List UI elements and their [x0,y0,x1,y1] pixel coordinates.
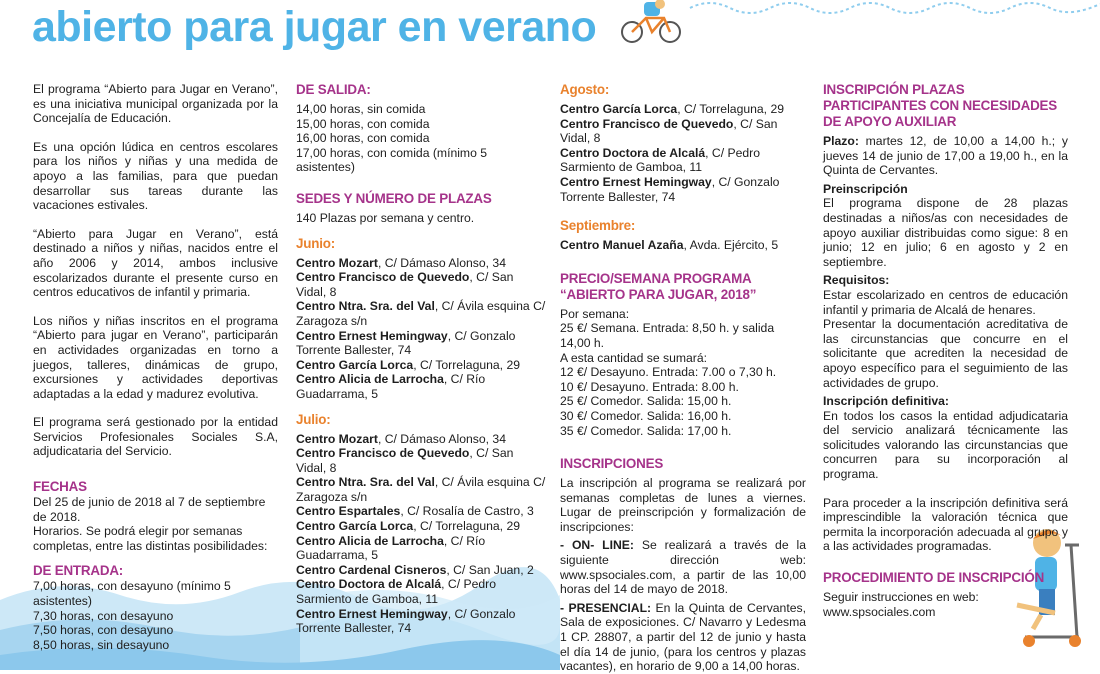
kid-bicycle-illustration [618,0,688,46]
precio-line: 35 €/ Comedor. Salida: 17,00 h. [560,423,732,438]
center-name: Centro García Lorca [560,102,678,116]
center-name: Centro Ernest Hemingway [296,606,448,621]
precio-line: 12 €/ Desayuno. Entrada: 7.00 o 7,30 h. [560,365,777,380]
center-address: , C/ Torrelaguna, 29 [413,357,521,372]
column-meses-precio [560,82,806,674]
julio-heading: Julio: [296,411,331,427]
precio-line: Por semana: [560,306,630,321]
agosto-heading: Agosto: [560,82,610,97]
center-name: Centro Espartales [296,504,401,519]
intro-paragraph: Es una opción lúdica en centros escolares para los niños y niñas y una medida de apoyo a las familias, para que puedan desarrollar sus tareas durante las vacaciones estivales. [33,139,278,213]
center-item [296,475,546,504]
fechas-line: Horarios. Se podrá elegir por semanas completas, entre las distintas posibilidades: [33,524,268,553]
presencial-paragraph [560,601,806,674]
center-address: , C/ Dámaso Alonso, 34 [377,431,506,446]
column-horarios-sedes [296,82,546,636]
precio-list [560,307,806,438]
column-apoyo-auxiliar [823,82,1068,619]
intro-paragraph: El programa será gestionado por la entidad Servicios Profesionales Sociales S.A, adjudicataria del Servicio. [33,415,278,459]
apoyo-heading: INSCRIPCIÓN PLAZAS PARTICIPANTES CON NECESIDADES DE APOYO AUXILIAR [823,82,1058,129]
entrada-option: 7,00 horas, con desayuno (mínimo 5 asistentes) [33,579,231,609]
definitiva-label: Inscripción definitiva: [823,394,949,409]
sedes-heading: SEDES Y NÚMERO DE PLAZAS [296,190,492,206]
plazo-paragraph [823,134,1068,178]
entrada-heading: DE ENTRADA: [33,563,124,579]
center-item [296,299,546,328]
intro-paragraph: Los niños y niñas inscritos en el programa “Abierto para jugar en Verano”, participarán en actividades organizadas en torno a juegos, talleres, dinámicas de grupo, excursiones y actividades deportivas adaptadas a la edad y madurez evolutiva. [33,313,278,401]
center-item [296,607,546,636]
septiembre-heading: Septiembre: [560,218,636,234]
sedes-text: 140 Plazas por semana y centro. [296,210,475,225]
center-name: Centro García Lorca [296,519,414,534]
fechas-line: Del 25 de junio de 2018 al 7 de septiembre de 2018. [33,495,266,524]
center-item [560,102,806,117]
center-address: , C/ Río Guadarrama, 5 [296,533,486,563]
center-item [296,534,546,563]
inscripciones-heading: INSCRIPCIONES [560,456,664,472]
plazo-text: martes 12, de 10,00 a 14,00 h.; y jueves 14 de junio de 17,00 a 19,00 h., en la Quinta de Cervantes. [823,134,1068,178]
center-name: Centro Ntra. Sra. del Val [296,475,435,490]
center-address: , C/ Pedro Sarmiento de Gamboa, 11 [560,145,761,175]
precio-line: 25 €/ Comedor. Salida: 15,00 h. [560,394,732,409]
center-item [296,256,546,271]
center-item [296,563,546,578]
entrada-list [33,579,278,652]
center-address: , C/ San Juan, 2 [446,562,534,577]
online-text: Se realizará a través de la siguiente dirección web: www.spsociales.com, a partir de las 10,00 horas del 14 de mayo de 2018. [560,538,806,597]
inscripciones-text: La inscripción al programa se realizará por semanas completas de lunes a viernes. Lugar de preinscripción y formalización de inscripciones: [560,476,806,534]
online-paragraph [560,538,806,596]
plazo-label: Plazo: [823,134,859,148]
valoracion-text: Para proceder a la inscripción definitiva será imprescindible la valoración técnica que permita la incorporación adecuada al grupo y a las actividades programadas. [823,495,1068,554]
center-item [296,372,546,401]
center-name: Centro Francisco de Quevedo [560,116,734,131]
center-name: Centro Ernest Hemingway [296,328,448,343]
center-item [560,117,806,146]
precio-line: 25 €/ Semana. Entrada: 8,50 h. y salida 14,00 h. [560,321,775,350]
salida-option: 16,00 horas, con comida [296,131,430,146]
center-address: , C/ Rosalía de Castro, 3 [400,504,534,519]
center-address: , C/ Dámaso Alonso, 34 [377,255,506,270]
precio-heading: PRECIO/SEMANA PROGRAMA “ABIERTO PARA JUGAR, 2018” [560,270,757,302]
page-title: abierto para jugar en verano [32,3,597,51]
entrada-option: 7,30 horas, con desayuno [33,608,174,623]
center-name: Centro Francisco de Quevedo [296,446,470,461]
entrada-option: 7,50 horas, con desayuno [33,623,174,638]
center-name: Centro Alicia de Larrocha [296,533,444,548]
junio-heading: Junio: [296,235,335,251]
presencial-text: En la Quinta de Cervantes, Sala de exposiciones. C/ Navarro y Ledesma 1 CP. 28807, a partir del 12 de junio y hasta el día 14 de junio, (para los centros y plazas vacantes), en horario de 9,00 a 14,00 horas. [560,600,806,674]
center-address: , C/ Gonzalo Torrente Ballester, 74 [560,174,780,204]
salida-heading: DE SALIDA: [296,82,371,97]
center-address: , C/ San Vidal, 8 [296,446,514,475]
salida-list [296,102,546,175]
salida-option: 14,00 horas, sin comida [296,102,426,116]
julio-centers-list [296,432,546,636]
online-label: - ON- LINE: [560,538,634,553]
junio-centers-list [296,256,546,402]
center-name: Centro Doctora de Alcalá [296,577,442,592]
center-item [560,146,806,175]
column-intro [33,82,278,652]
center-item [296,446,546,475]
precio-line: A esta cantidad se sumará: [560,350,708,365]
fechas-heading: FECHAS [33,479,87,495]
center-name: Centro Mozart [296,255,378,270]
center-item [296,329,546,358]
fechas-list [33,495,278,553]
center-address: , C/ Ávila esquina C/ Zaragoza s/n [296,475,546,504]
salida-option: 15,00 horas, con comida [296,116,430,131]
procedimiento-text: Seguir instrucciones en web: [823,590,979,605]
requisitos-label: Requisitos: [823,273,890,288]
center-item [296,358,546,373]
center-name: Centro Ntra. Sra. del Val [296,299,435,314]
agosto-centers-list [560,102,806,204]
center-address: , C/ Torrelaguna, 29 [413,519,521,534]
septiembre-centers-list [560,238,806,253]
procedimiento-web: www.spsociales.com [823,604,936,619]
center-address: , Avda. Ejército, 5 [683,238,779,253]
center-name: Centro Ernest Hemingway [560,174,712,189]
center-item [296,270,546,299]
center-item [560,175,806,204]
center-address: , C/ San Vidal, 8 [560,116,778,146]
requisitos-text: Estar escolarizado en centros de educación infantil y primaria de Alcalá de henares. [823,287,1068,317]
center-name: Centro Manuel Azaña [560,238,684,253]
center-address: , C/ Gonzalo Torrente Ballester, 74 [296,606,516,636]
preinscripcion-text: El programa dispone de 28 plazas destinadas a niños/as con necesidades de apoyo auxiliar distribuidas como sigue: 8 en junio; 12 en julio; 6 en agosto y 2 en septiembre. [823,196,1068,269]
center-address: , C/ San Vidal, 8 [296,270,514,299]
requisitos-text: Presentar la documentación acreditativa de las circunstancias que concurre en el solicitante que acrediten la necesidad de apoyo específico para el seguimiento de las actividades de grupo. [823,317,1068,390]
center-item [560,238,806,253]
center-address: , C/ Gonzalo Torrente Ballester, 74 [296,328,516,358]
center-name: Centro Cardenal Cisneros [296,562,447,577]
salida-option: 17,00 horas, con comida (mínimo 5 asistentes) [296,145,488,175]
intro-paragraph: “Abierto para Jugar en Verano”, está destinado a niños y niñas, nacidos entre el año 2006 y 2014, ambos inclusive escolarizados durante el presente curso en centros educativos de infantil y primaria. [33,226,278,300]
center-address: , C/ Pedro Sarmiento de Gamboa, 11 [296,577,497,607]
center-name: Centro García Lorca [296,357,414,372]
center-address: , C/ Río Guadarrama, 5 [296,372,486,401]
center-name: Centro Francisco de Quevedo [296,270,470,285]
center-item [296,432,546,447]
presencial-label: - PRESENCIAL: [560,600,652,615]
center-item [296,504,546,519]
precio-line: 30 €/ Comedor. Salida: 16,00 h. [560,408,732,423]
center-name: Centro Mozart [296,431,378,446]
center-item [296,577,546,606]
center-item [296,519,546,534]
center-name: Centro Alicia de Larrocha [296,372,444,387]
center-address: , C/ Torrelaguna, 29 [677,102,785,116]
preinscripcion-label: Preinscripción [823,181,908,196]
center-address: , C/ Ávila esquina C/ Zaragoza s/n [296,299,546,328]
definitiva-text: En todos los casos la entidad adjudicataria del servicio analizará técnicamente las solicitudes valorando las circunstancias que concurren para su incorporación al programa. [823,408,1068,482]
intro-paragraph: El programa “Abierto para Jugar en Verano”, es una iniciativa municipal organizada por la Concejalía de Educación. [33,82,278,126]
procedimiento-heading: PROCEDIMIENTO DE INSCRIPCIÓN [823,570,1045,586]
entrada-option: 8,50 horas, sin desayuno [33,637,170,652]
center-name: Centro Doctora de Alcalá [560,145,706,160]
precio-line: 10 €/ Desayuno. Entrada: 8.00 h. [560,379,739,394]
